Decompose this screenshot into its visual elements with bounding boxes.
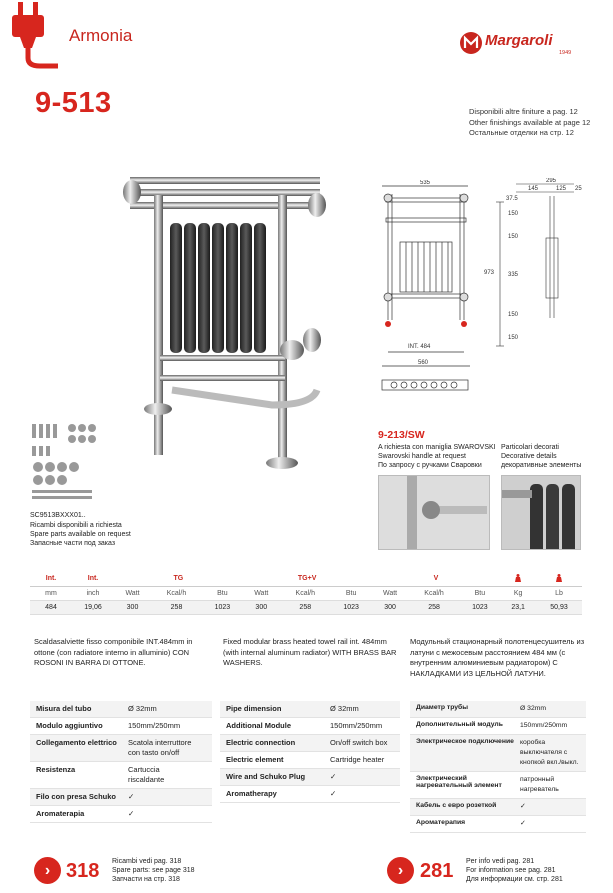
unit-v-btu: Btu bbox=[460, 586, 501, 600]
feat-en-k4: Wire and Schuko Plug bbox=[226, 772, 306, 781]
details-en: Decorative details bbox=[501, 453, 557, 460]
unit-tg-watt: Watt bbox=[114, 586, 151, 600]
swarovski-handle-photo bbox=[378, 475, 490, 550]
feat-en-k0: Pipe dimension bbox=[226, 704, 282, 713]
footer-right-en: For information see pag. 281 bbox=[466, 867, 556, 874]
finishings-ru: Остальные отделки на стр. 12 bbox=[469, 128, 574, 137]
features-en bbox=[220, 701, 400, 803]
feat-it-k3: Resistenza bbox=[36, 765, 76, 774]
val-kg: 23,1 bbox=[500, 600, 536, 614]
val-v-btu: 1023 bbox=[460, 600, 501, 614]
technical-drawing-side bbox=[478, 178, 588, 350]
feat-ru-v1: 150mm/250mm bbox=[520, 722, 568, 729]
feat-it-v0: Ø 32mm bbox=[128, 704, 157, 713]
feat-en-v5: ✓ bbox=[330, 789, 337, 798]
plug-icon bbox=[0, 0, 58, 72]
unit-mm: mm bbox=[30, 586, 72, 600]
variant-it: A richiesta con maniglia SWAROVSKI bbox=[378, 444, 496, 451]
feat-ru-v0: Ø 32mm bbox=[520, 705, 547, 712]
feat-it-v3: Cartuccia riscaldante bbox=[128, 765, 165, 784]
decorative-details-photo bbox=[501, 475, 581, 550]
finishings-en: Other finishings available at page 12 bbox=[469, 117, 591, 127]
feat-en-k1: Additional Module bbox=[226, 721, 291, 730]
unit-v-kcal: Kcal/h bbox=[409, 586, 460, 600]
weight-kg-icon bbox=[500, 572, 536, 586]
feat-en-v2: On/off switch box bbox=[330, 738, 388, 747]
unit-tg-btu: Btu bbox=[202, 586, 243, 600]
val-tgv-watt: 300 bbox=[243, 600, 280, 614]
footer-right-note bbox=[466, 857, 563, 884]
feat-ru-v5: ✓ bbox=[520, 820, 526, 827]
unit-inch: inch bbox=[72, 586, 114, 600]
feat-ru-k3: Электрический нагревательный элемент bbox=[416, 775, 502, 789]
footer-left-it: Ricambi vedi pag. 318 bbox=[112, 858, 182, 865]
feat-it-k4: Filo con presa Schuko bbox=[36, 792, 117, 801]
dim-150-a: 150 bbox=[508, 211, 519, 217]
info-page-number[interactable]: 281 bbox=[420, 860, 454, 882]
val-v-kcal: 258 bbox=[409, 600, 460, 614]
arrow-right-icon-right[interactable]: › bbox=[387, 857, 414, 884]
collection-name: Armonia bbox=[69, 26, 133, 45]
dim-145: 145 bbox=[528, 186, 539, 192]
dim-37-5: 37.5 bbox=[506, 196, 518, 202]
spare-parts-photo bbox=[30, 422, 100, 502]
feat-it-v1: 150mm/250mm bbox=[128, 721, 181, 730]
val-tg-kcal: 258 bbox=[151, 600, 202, 614]
feat-ru-k5: Ароматерапия bbox=[416, 819, 466, 826]
footer-right-it: Per info vedi pag. 281 bbox=[466, 858, 535, 865]
feat-it-k0: Misura del tubo bbox=[36, 704, 92, 713]
feat-ru-v4: ✓ bbox=[520, 803, 526, 810]
dim-125: 125 bbox=[556, 186, 567, 192]
dim-int484: INT. 484 bbox=[408, 344, 431, 350]
footer-left-note bbox=[112, 857, 195, 884]
feat-it-v2: Scatola interruttore con tasto on/off bbox=[128, 738, 192, 757]
spare-parts-note bbox=[30, 521, 131, 548]
dim-25: 25 bbox=[575, 186, 582, 192]
towel-rail-photo bbox=[112, 165, 342, 475]
features-ru bbox=[410, 701, 586, 833]
th-tg: TG bbox=[114, 572, 243, 586]
th-int-inch: Int. bbox=[72, 572, 114, 586]
feat-ru-k2: Электрическое подключение bbox=[416, 738, 514, 745]
spare-parts-page-number[interactable]: 318 bbox=[66, 860, 100, 882]
variant-ru: По запросу с ручками Сваровки bbox=[378, 462, 482, 469]
val-tg-watt: 300 bbox=[114, 600, 151, 614]
footer-left-en: Spare parts: see page 318 bbox=[112, 867, 195, 874]
val-tgv-btu: 1023 bbox=[331, 600, 372, 614]
description-ru: Модульный стационарный полотенцесушитель из латуни с межосевым расстоянием 484 мм (с внутренним алюминиевым радиатором) С НАКЛАДКАМИ ИЗ ЦЕЛЬНОЙ ЛАТУНИ. bbox=[410, 637, 585, 678]
val-tgv-kcal: 258 bbox=[280, 600, 331, 614]
features-it bbox=[30, 701, 212, 823]
weight-lb-icon bbox=[536, 572, 582, 586]
variant-note bbox=[378, 443, 496, 470]
product-code: 9-513 bbox=[35, 87, 112, 119]
dim-150-d: 150 bbox=[508, 335, 519, 341]
th-v: V bbox=[372, 572, 501, 586]
feat-ru-v3: патронный нагреватель bbox=[520, 776, 559, 793]
unit-tgv-watt: Watt bbox=[243, 586, 280, 600]
dim-150-b: 150 bbox=[508, 234, 519, 240]
dim-535: 535 bbox=[420, 180, 431, 186]
unit-kg: Kg bbox=[500, 586, 536, 600]
feat-it-v5: ✓ bbox=[128, 809, 135, 818]
th-tgv: TG+V bbox=[243, 572, 372, 586]
dim-335: 335 bbox=[508, 272, 519, 278]
feat-en-k3: Electric element bbox=[226, 755, 284, 764]
spare-parts-en: Spare parts available on request bbox=[30, 531, 131, 538]
description-it: Scaldasalviette fisso componibile INT.484mm in ottone (con radiatore interno in alluminio) CON ROSONI IN BARRA DI OTTONE. bbox=[34, 637, 193, 667]
footer-left-ru: Запчасти на стр. 318 bbox=[112, 876, 180, 883]
details-it: Particolari decorati bbox=[501, 444, 559, 451]
unit-lb: Lb bbox=[536, 586, 582, 600]
unit-tgv-btu: Btu bbox=[331, 586, 372, 600]
feat-ru-k1: Дополнительный модуль bbox=[416, 721, 503, 728]
feat-it-k1: Modulo aggiuntivo bbox=[36, 721, 103, 730]
feat-ru-k0: Диаметр трубы bbox=[416, 704, 469, 711]
margaroli-logo bbox=[458, 28, 586, 62]
variant-code: 9-213/SW bbox=[378, 429, 425, 441]
dim-560: 560 bbox=[418, 360, 429, 366]
unit-v-watt: Watt bbox=[372, 586, 409, 600]
footer-right-ru: Для информации см. стр. 281 bbox=[466, 876, 563, 883]
feat-ru-k4: Кабель с евро розеткой bbox=[416, 802, 497, 809]
unit-tg-kcal: Kcal/h bbox=[151, 586, 202, 600]
th-int-mm: Int. bbox=[30, 572, 72, 586]
feat-en-v0: Ø 32mm bbox=[330, 704, 359, 713]
val-inch: 19,06 bbox=[72, 600, 114, 614]
spare-parts-it: Ricambi disponibili a richiesta bbox=[30, 522, 122, 529]
variant-en: Swarovski handle at request bbox=[378, 453, 466, 460]
feat-ru-v2: коробка выключателя с кнопкой вкл./выкл. bbox=[520, 739, 579, 766]
feat-en-v1: 150mm/250mm bbox=[330, 721, 383, 730]
logo-text: Margaroli bbox=[485, 32, 553, 49]
feat-it-k2: Collegamento elettrico bbox=[36, 738, 117, 747]
spare-parts-code: SC9513BXXX01.. bbox=[30, 512, 86, 519]
dim-973: 973 bbox=[484, 270, 495, 276]
spare-parts-ru: Запасные части под заказ bbox=[30, 540, 116, 547]
description-en: Fixed modular brass heated towel rail int. 484mm (with internal aluminum radiator) WITH BRASS BAR WASHERS. bbox=[223, 637, 397, 667]
val-tg-btu: 1023 bbox=[202, 600, 243, 614]
val-v-watt: 300 bbox=[372, 600, 409, 614]
spec-table bbox=[30, 572, 582, 615]
feat-it-v4: ✓ bbox=[128, 792, 135, 801]
arrow-right-icon-left[interactable]: › bbox=[34, 857, 61, 884]
technical-drawing-front bbox=[372, 180, 480, 420]
logo-year: 1949 bbox=[559, 50, 572, 56]
finishings-note bbox=[469, 107, 590, 139]
finishings-it: Disponibili altre finiture a pag. 12 bbox=[469, 107, 578, 116]
val-mm: 484 bbox=[30, 600, 72, 614]
dim-295: 295 bbox=[546, 178, 557, 184]
feat-it-k5: Aromaterapia bbox=[36, 809, 85, 818]
val-lb: 50,93 bbox=[536, 600, 582, 614]
feat-en-k2: Electric connection bbox=[226, 738, 296, 747]
feat-en-v4: ✓ bbox=[330, 772, 337, 781]
dim-150-c: 150 bbox=[508, 312, 519, 318]
unit-tgv-kcal: Kcal/h bbox=[280, 586, 331, 600]
details-note bbox=[501, 443, 581, 470]
details-ru: декоративные элементы bbox=[501, 462, 582, 469]
feat-en-k5: Aromatherapy bbox=[226, 789, 277, 798]
feat-en-v3: Cartridge heater bbox=[330, 755, 385, 764]
